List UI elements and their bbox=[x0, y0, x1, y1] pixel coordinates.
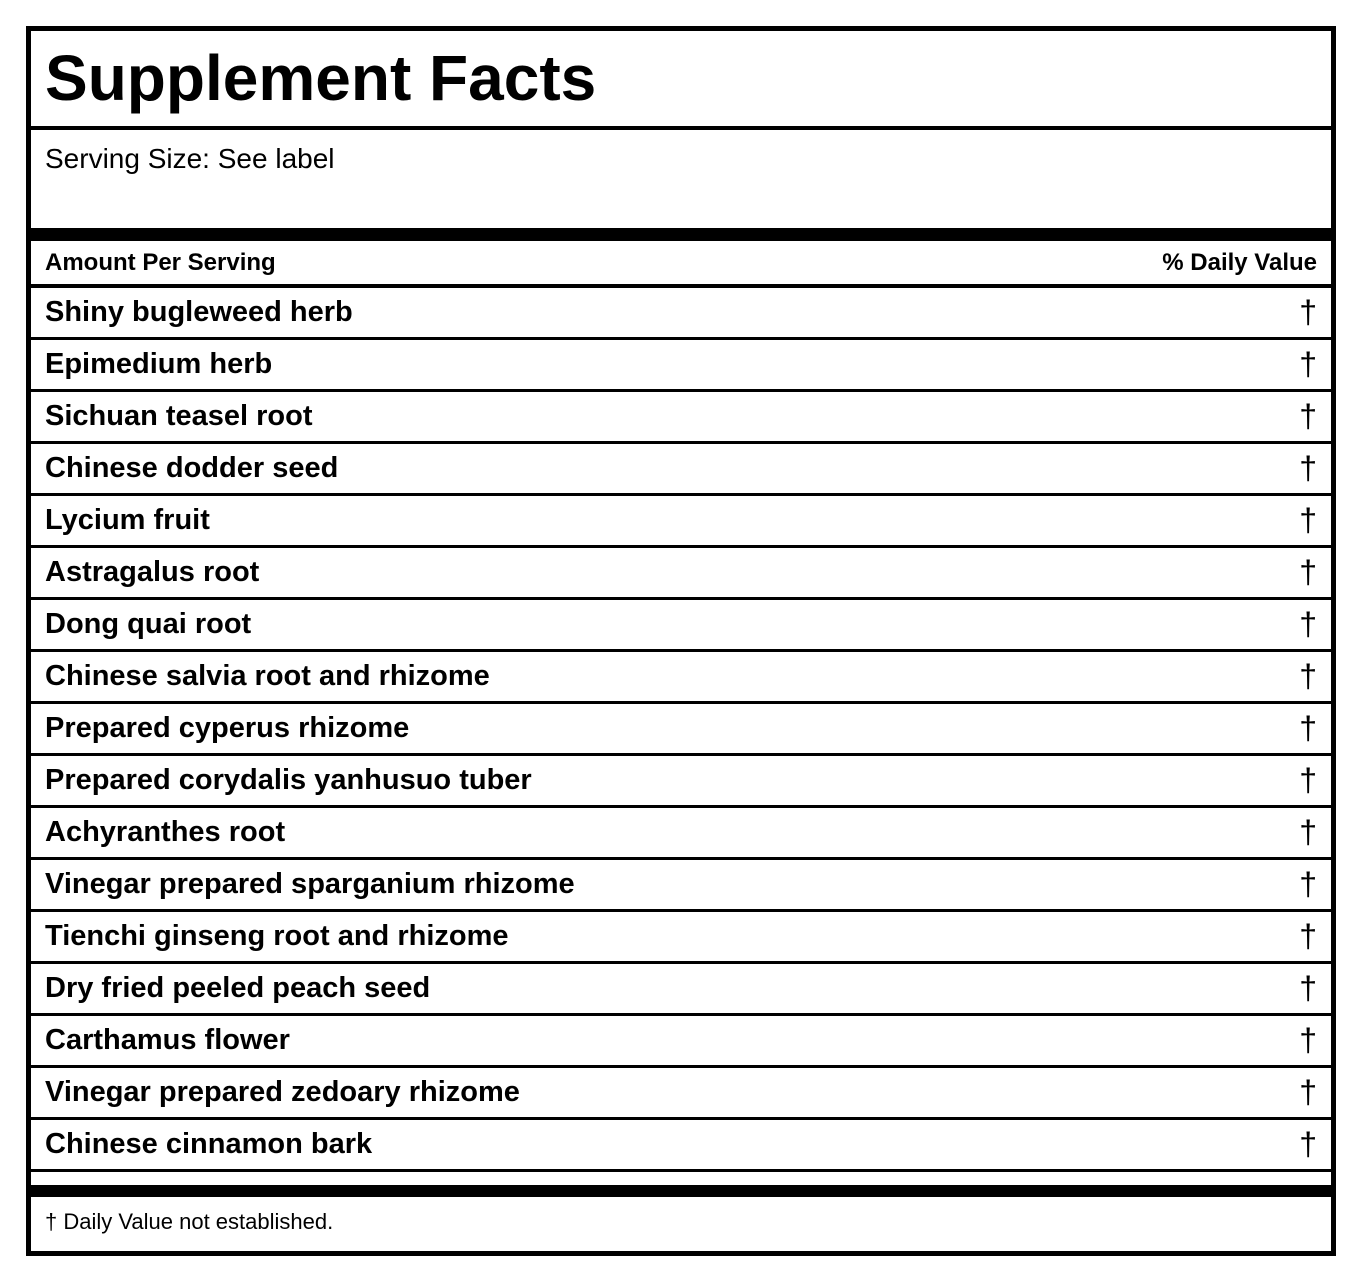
ingredient-daily-value: † bbox=[1299, 294, 1317, 330]
ingredient-row bbox=[31, 912, 1331, 964]
ingredient-name: Prepared cyperus rhizome bbox=[45, 712, 410, 744]
ingredient-daily-value: † bbox=[1299, 710, 1317, 746]
ingredient-daily-value: † bbox=[1299, 450, 1317, 486]
serving-size: Serving Size: See label bbox=[45, 143, 335, 174]
ingredient-daily-value: † bbox=[1299, 762, 1317, 798]
ingredient-name: Achyranthes root bbox=[45, 816, 286, 848]
ingredient-name: Chinese cinnamon bark bbox=[45, 1128, 373, 1160]
ingredient-daily-value: † bbox=[1299, 814, 1317, 850]
ingredient-row bbox=[31, 860, 1331, 912]
ingredient-row bbox=[31, 756, 1331, 808]
ingredient-row bbox=[31, 1068, 1331, 1120]
ingredient-daily-value: † bbox=[1299, 1022, 1317, 1058]
ingredient-name: Chinese salvia root and rhizome bbox=[45, 660, 490, 692]
ingredient-row bbox=[31, 964, 1331, 1016]
ingredient-name: Shiny bugleweed herb bbox=[45, 296, 353, 328]
ingredient-daily-value: † bbox=[1299, 1126, 1317, 1162]
label-title: Supplement Facts bbox=[45, 42, 597, 114]
ingredient-daily-value: † bbox=[1299, 554, 1317, 590]
ingredient-daily-value: † bbox=[1299, 606, 1317, 642]
ingredient-daily-value: † bbox=[1299, 398, 1317, 434]
ingredient-daily-value: † bbox=[1299, 658, 1317, 694]
ingredient-name: Dong quai root bbox=[45, 608, 252, 640]
ingredient-row bbox=[31, 1016, 1331, 1068]
ingredient-name: Epimedium herb bbox=[45, 348, 273, 380]
thick-divider bbox=[31, 228, 1331, 241]
bottom-thick-divider bbox=[31, 1185, 1331, 1197]
ingredient-name: Sichuan teasel root bbox=[45, 400, 313, 432]
ingredient-name: Vinegar prepared zedoary rhizome bbox=[45, 1076, 520, 1108]
ingredient-name: Prepared corydalis yanhusuo tuber bbox=[45, 764, 532, 796]
ingredient-row bbox=[31, 808, 1331, 860]
footnote: † Daily Value not established. bbox=[45, 1209, 334, 1234]
ingredient-name: Dry fried peeled peach seed bbox=[45, 972, 431, 1004]
ingredient-daily-value: † bbox=[1299, 970, 1317, 1006]
ingredient-daily-value: † bbox=[1299, 1074, 1317, 1110]
supplement-facts-label bbox=[26, 26, 1336, 1256]
ingredient-name: Vinegar prepared sparganium rhizome bbox=[45, 868, 575, 900]
ingredient-row bbox=[31, 600, 1331, 652]
spacer bbox=[31, 1172, 1331, 1185]
ingredient-row bbox=[31, 444, 1331, 496]
ingredient-row bbox=[31, 1120, 1331, 1172]
serving-block bbox=[31, 130, 1331, 228]
column-header-row bbox=[31, 241, 1331, 288]
ingredient-list bbox=[31, 288, 1331, 1172]
ingredient-row bbox=[31, 652, 1331, 704]
title-block bbox=[31, 31, 1331, 130]
ingredient-name: Tienchi ginseng root and rhizome bbox=[45, 920, 509, 952]
ingredient-daily-value: † bbox=[1299, 502, 1317, 538]
ingredient-row bbox=[31, 340, 1331, 392]
ingredient-name: Carthamus flower bbox=[45, 1024, 290, 1056]
daily-value-header: % Daily Value bbox=[1162, 248, 1317, 276]
ingredient-row bbox=[31, 548, 1331, 600]
ingredient-daily-value: † bbox=[1299, 918, 1317, 954]
ingredient-row bbox=[31, 392, 1331, 444]
amount-per-serving-header: Amount Per Serving bbox=[45, 248, 276, 276]
ingredient-daily-value: † bbox=[1299, 346, 1317, 382]
ingredient-name: Chinese dodder seed bbox=[45, 452, 339, 484]
ingredient-name: Lycium fruit bbox=[45, 504, 210, 536]
ingredient-name: Astragalus root bbox=[45, 556, 260, 588]
ingredient-row bbox=[31, 496, 1331, 548]
ingredient-row bbox=[31, 288, 1331, 340]
ingredient-row bbox=[31, 704, 1331, 756]
ingredient-daily-value: † bbox=[1299, 866, 1317, 902]
